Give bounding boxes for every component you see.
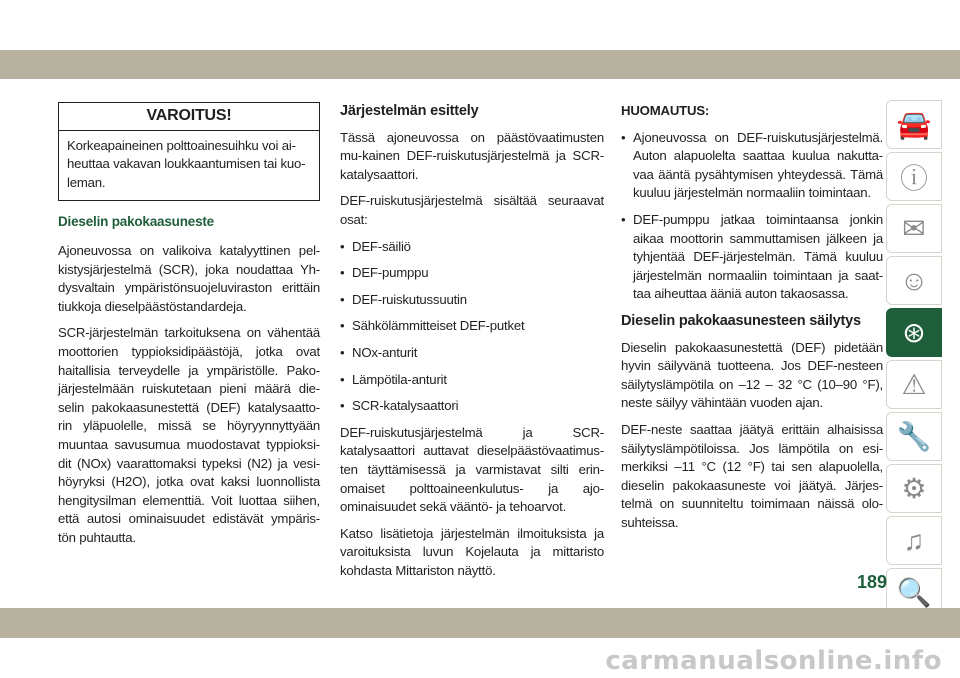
list-item: • DEF-ruiskutussuutin: [340, 291, 604, 310]
top-margin: [0, 0, 960, 50]
paragraph: DEF-ruiskutusjärjestelmä ja SCR-katalysaattori auttavat dieselpäästövaatimus-ten täyttämisessä ja varmistavat silti erin-omaiset polttoaineenkulutus- ja ajo-ominaisuudet sekä vääntö- ja tehoarvot.: [340, 424, 604, 515]
airbag-icon: ☺: [899, 264, 929, 296]
list-item: • Sähkölämmitteiset DEF-putket: [340, 317, 604, 336]
note-item: • Ajoneuvossa on DEF-ruiskutusjärjestelmä. Auton alapuolelta saattaa kuulua nakutta-vaa ääntä pysähtymisen yhteydessä. Tämä kuuluu järjestelmän normaaliin toimintaan.: [621, 129, 883, 203]
tab-airbag[interactable]: [886, 256, 942, 305]
section-heading-system: Järjestelmän esittely: [340, 103, 479, 119]
paragraph: Dieselin pakokaasunestettä (DEF) pidetään hyvin säilyvänä tuotteena. Jos DEF-nesteen säilytyslämpötila on –12 – 32 °C (10–90 °F), neste säilyy vähintään vuoden ajan.: [621, 339, 883, 411]
tab-light-message[interactable]: [886, 204, 942, 253]
tab-hazard[interactable]: [886, 360, 942, 409]
tab-multimedia[interactable]: [886, 516, 942, 565]
warning-box: [58, 102, 320, 201]
car-search-icon: 🚘: [896, 109, 932, 140]
page-number: 189: [856, 572, 888, 592]
paragraph: Katso lisätietoja järjestelmän ilmoituksista ja varoituksista luvun Kojelauta ja mittaristo kohdasta Mittariston näyttö.: [340, 525, 604, 578]
section-heading-storage: Dieselin pakokaasunesteen säilytys: [621, 312, 861, 329]
paragraph: DEF-neste saattaa jäätyä erittäin alhaisissa säilytyslämpötiloissa. Jos lämpötila on esi-merkiksi –11 °C (12 °F) tai sen alapuolella, dieselin pakokaasuneste voi jäätyä. Järjes-telmä on suunniteltu toimimaan näissä olo-suhteissa.: [621, 421, 883, 530]
paragraph: DEF-ruiskutusjärjestelmä sisältää seuraavat osat:: [340, 193, 604, 227]
light-message-icon: ✉: [902, 213, 926, 244]
warning-title: VAROITUS!: [59, 103, 319, 131]
column-left: [58, 102, 320, 555]
list-item: • Lämpötila-anturit: [340, 371, 604, 390]
footer-stripe: [0, 608, 960, 638]
list-item: • DEF-säiliö: [340, 238, 604, 257]
tab-settings[interactable]: [886, 464, 942, 513]
watermark: carmanualsonline.info: [605, 646, 942, 676]
paragraph: Tässä ajoneuvossa on päästövaatimusten mu-kainen DEF-ruiskutusjärjestelmä ja SCR-katalysaattori.: [340, 129, 604, 182]
header-stripe: [0, 50, 960, 79]
note-item: • DEF-pumppu jatkaa toimintaansa jonkin aikaa moottorin sammuttamisen jälkeen ja tyhjentää DEF-järjestelmän. Tämä kuuluu järjestelmän normaaliin toimintaan ja saat-taa aiheuttaa ääniä auton takaosassa.: [621, 211, 883, 304]
warning-text: Korkeapaineinen polttoainesuihku voi ai-heuttaa vakavan loukkaantumisen tai kuo-leman.: [67, 137, 306, 190]
tab-car-search[interactable]: [886, 100, 942, 149]
column-right: [621, 102, 883, 540]
steering-wheel-icon: ⊛: [902, 317, 926, 348]
column-middle: [340, 102, 604, 588]
multimedia-icon: ♫: [903, 524, 925, 556]
tab-car-tools[interactable]: [886, 412, 942, 461]
paragraph: SCR-järjestelmän tarkoituksena on vähentää moottorien typpioksidipäästöjä, jotka ovat haitallisia terveydelle ja ympäristölle. Pako-järjestelmään ruiskutetaan pieni määrä die-selin pakokaasunestettä (DEF) katalysaatto-rin yläpuolelle, missä se höyryynnyttyään muuntaa savusumua muodostavat typpioksi-dit (NOx) vaarattomaksi typeksi (N2) ja vesi-höyryksi (H2O), jotka ovat kaksi luonnollista hengitysilman elementtiä. Voit luottaa siihen, että autosi ominaisuudet edistävät ympäris-tön puhtautta.: [58, 325, 320, 545]
section-heading-def: Dieselin pakokaasuneste: [58, 214, 214, 230]
list-item: • NOx-anturit: [340, 344, 604, 363]
paragraph: Ajoneuvossa on valikoiva katalyyttinen pel-kistysjärjestelmä (SCR), joka noudattaa Yh-dysvaltain ympäristönsuojeluviraston erittäin tiukkoja dieselpäästöstandardeja.: [58, 242, 320, 314]
note-label: HUOMAUTUS:: [621, 103, 710, 118]
list-item: • SCR-katalysaattori: [340, 397, 604, 416]
magnifier-icon: 🔍: [896, 577, 932, 608]
tab-steering-wheel[interactable]: [886, 308, 942, 357]
chapter-tabs: [886, 100, 952, 620]
list-item: • DEF-pumppu: [340, 264, 604, 283]
settings-gears-icon: ⚙: [901, 473, 927, 504]
tab-car-info[interactable]: [886, 152, 942, 201]
car-tools-icon: 🔧: [896, 421, 932, 452]
hazard-triangle-icon: ⚠: [901, 369, 927, 400]
car-info-icon: ⓘ: [899, 162, 928, 194]
